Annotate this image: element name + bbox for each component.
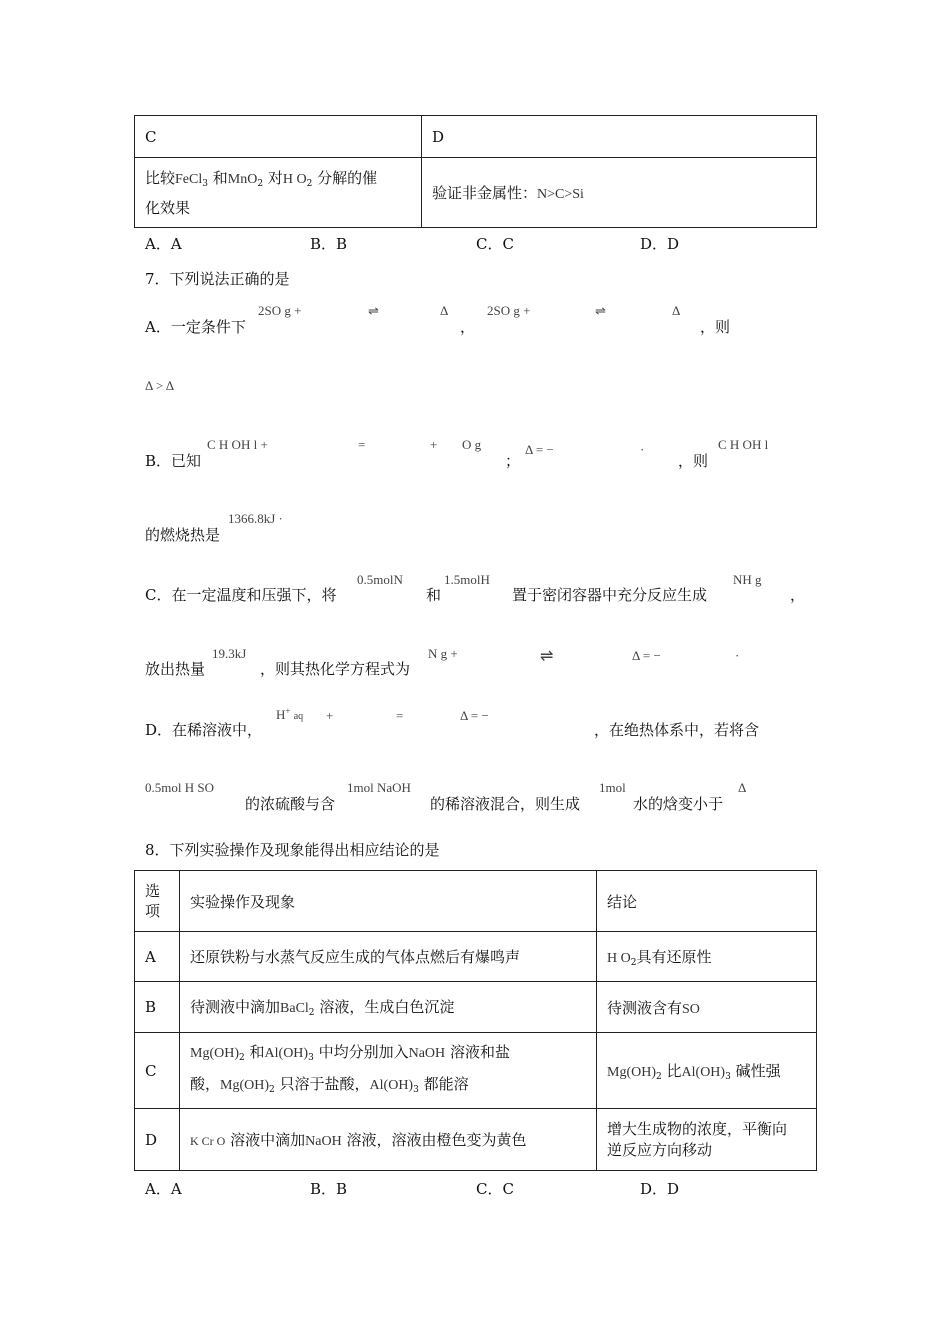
option-d: D．D xyxy=(640,1180,680,1198)
table-row xyxy=(135,1109,817,1171)
q7-b-eq-equals: = xyxy=(358,437,366,452)
row-d-op: K Cr O 溶液中滴加NaOH 溶液，溶液由橙色变为黄色 xyxy=(180,1109,597,1171)
q7-d-v3: 1mol xyxy=(599,780,626,795)
q7-b-eq-ethanol: C H OH l xyxy=(718,437,769,452)
q7-d-eq: H+ aq xyxy=(276,706,304,722)
row-a-option: A xyxy=(135,932,180,982)
q7-d-eq-plus: + xyxy=(326,708,334,723)
row-a-op: 还原铁粉与水蒸气反应生成的气体点燃后有爆鸣声 xyxy=(180,932,597,982)
q7-d-eq-delta: Δ = − xyxy=(460,708,489,723)
q7-c-t3: ， xyxy=(790,586,806,604)
q7-c-t2: 置于密闭容器中充分反应生成 xyxy=(512,586,708,604)
row-c-option: C xyxy=(135,1033,180,1109)
q7-a-eq2-delta: Δ xyxy=(672,303,681,318)
q7-d-t4: 水的焓变小于 xyxy=(633,795,724,813)
q7-c-line2b: ，则其热化学方程式为 xyxy=(260,660,411,678)
q7-d-eq-equals: = xyxy=(396,708,404,723)
row-b-op: 待测液中滴加BaCl$_2$ 溶液，生成白色沉淀 xyxy=(180,982,597,1033)
top-table-header-d: D xyxy=(422,116,817,158)
q7-c-label: C．在一定温度和压强下，将 xyxy=(145,586,337,604)
row-c-op: $Mg(OH)_2$ 和$Al(OH)_3$ 中均分别加入NaOH 溶液和盐 酸，$Mg(OH)_2$ 只溶于盐酸，$Al(OH)_3$ 都能溶 xyxy=(180,1033,597,1109)
q7-d-label: D．在稀溶液中， xyxy=(145,721,263,739)
q7-b-semicolon: ； xyxy=(505,452,521,470)
option-a: A．A xyxy=(145,235,182,253)
option-c: C．C xyxy=(476,235,514,253)
q8-title: 8．下列实验操作及现象能得出相应结论的是 xyxy=(145,841,440,859)
q7-a-eq1: 2SO g + xyxy=(258,303,302,318)
top-table-cell-d: 验证非金属性：N>C>Si xyxy=(422,158,817,228)
row-d-option: D xyxy=(135,1109,180,1171)
q7-b-line2b: 1366.8kJ · xyxy=(228,511,283,526)
q7-b-label: B．已知 xyxy=(145,452,202,470)
q7-d-v4: Δ xyxy=(738,780,747,795)
q7-a-eq1-arrow: ⇌ xyxy=(368,303,379,318)
q7-a-label: A．一定条件下 xyxy=(145,318,246,336)
top-table-header-c: C xyxy=(135,116,422,158)
q7-c-eq-arrow: ⇌ xyxy=(540,648,554,665)
q7-d-t3: 的稀溶液混合，则生成 xyxy=(430,795,581,813)
q7-title: 7．下列说法正确的是 xyxy=(145,270,290,288)
q7-b-eq-dot: · xyxy=(640,442,645,457)
option-c: C．C xyxy=(476,1180,514,1198)
q7-b-line2a: 的燃烧热是 xyxy=(145,526,221,544)
q7-d-v1: 0.5mol H SO xyxy=(145,780,214,795)
q8-table xyxy=(134,870,817,1171)
q7-a-eq1-delta: Δ xyxy=(440,303,449,318)
q7-d-v2: 1mol NaOH xyxy=(347,780,411,795)
q7-c-v4: 19.3kJ xyxy=(212,646,247,661)
row-b-option: B xyxy=(135,982,180,1033)
q7-b-eq: C H OH l + xyxy=(207,437,268,452)
q7-a-line2: Δ > Δ xyxy=(145,378,175,393)
row-d-conclusion: 增大生成物的浓度，平衡向 逆反应方向移动 xyxy=(597,1109,817,1171)
q7-b-eq-delta: Δ = − xyxy=(525,442,554,457)
table-row xyxy=(135,932,817,982)
row-c-conclusion: $Mg(OH)_2$ 比$Al(OH)_3$ 碱性强 xyxy=(597,1033,817,1109)
option-b: B．B xyxy=(310,1180,348,1198)
q7-b-end: ，则 xyxy=(678,452,709,470)
option-d: D．D xyxy=(640,235,680,253)
table-row xyxy=(135,982,817,1033)
q8-header-option: 选项 xyxy=(135,871,180,932)
q7-c-eq-dot: · xyxy=(735,648,740,663)
table-row xyxy=(135,1033,817,1109)
q7-c-v2: 1.5molH xyxy=(444,572,490,587)
q7-b-eq-water: O g xyxy=(462,437,482,452)
top-table-cell-c: 比较FeCl$_3$ 和MnO$_2$ 对H $O_2$ 分解的催 化效果 xyxy=(135,158,422,228)
q7-c-t1: 和 xyxy=(426,586,442,604)
q7-b-eq-plus: + xyxy=(430,437,438,452)
top-table xyxy=(134,115,817,228)
q7-a-end: ，则 xyxy=(700,318,731,336)
q8-header-op: 实验操作及现象 xyxy=(180,871,597,932)
q7-a-eq2: 2SO g + xyxy=(487,303,531,318)
q7-c-v3: NH g xyxy=(733,572,762,587)
row-a-conclusion: H $O_2$具有还原性 xyxy=(597,932,817,982)
q7-a-eq2-arrow: ⇌ xyxy=(595,303,606,318)
q7-c-line2a: 放出热量 xyxy=(145,660,206,678)
option-b: B．B xyxy=(310,235,348,253)
option-a: A．A xyxy=(145,1180,182,1198)
row-b-conclusion: 待测液含有SO xyxy=(597,982,817,1033)
q7-a-comma: ， xyxy=(460,318,476,336)
q7-d-t1: ，在绝热体系中，若将含 xyxy=(594,721,760,739)
q8-header-conclusion: 结论 xyxy=(597,871,817,932)
q7-c-eq-delta: Δ = − xyxy=(632,648,661,663)
q7-d-t2: 的浓硫酸与含 xyxy=(245,795,336,813)
q7-c-v1: 0.5molN xyxy=(357,572,403,587)
q7-c-eq: N g + xyxy=(428,646,458,661)
